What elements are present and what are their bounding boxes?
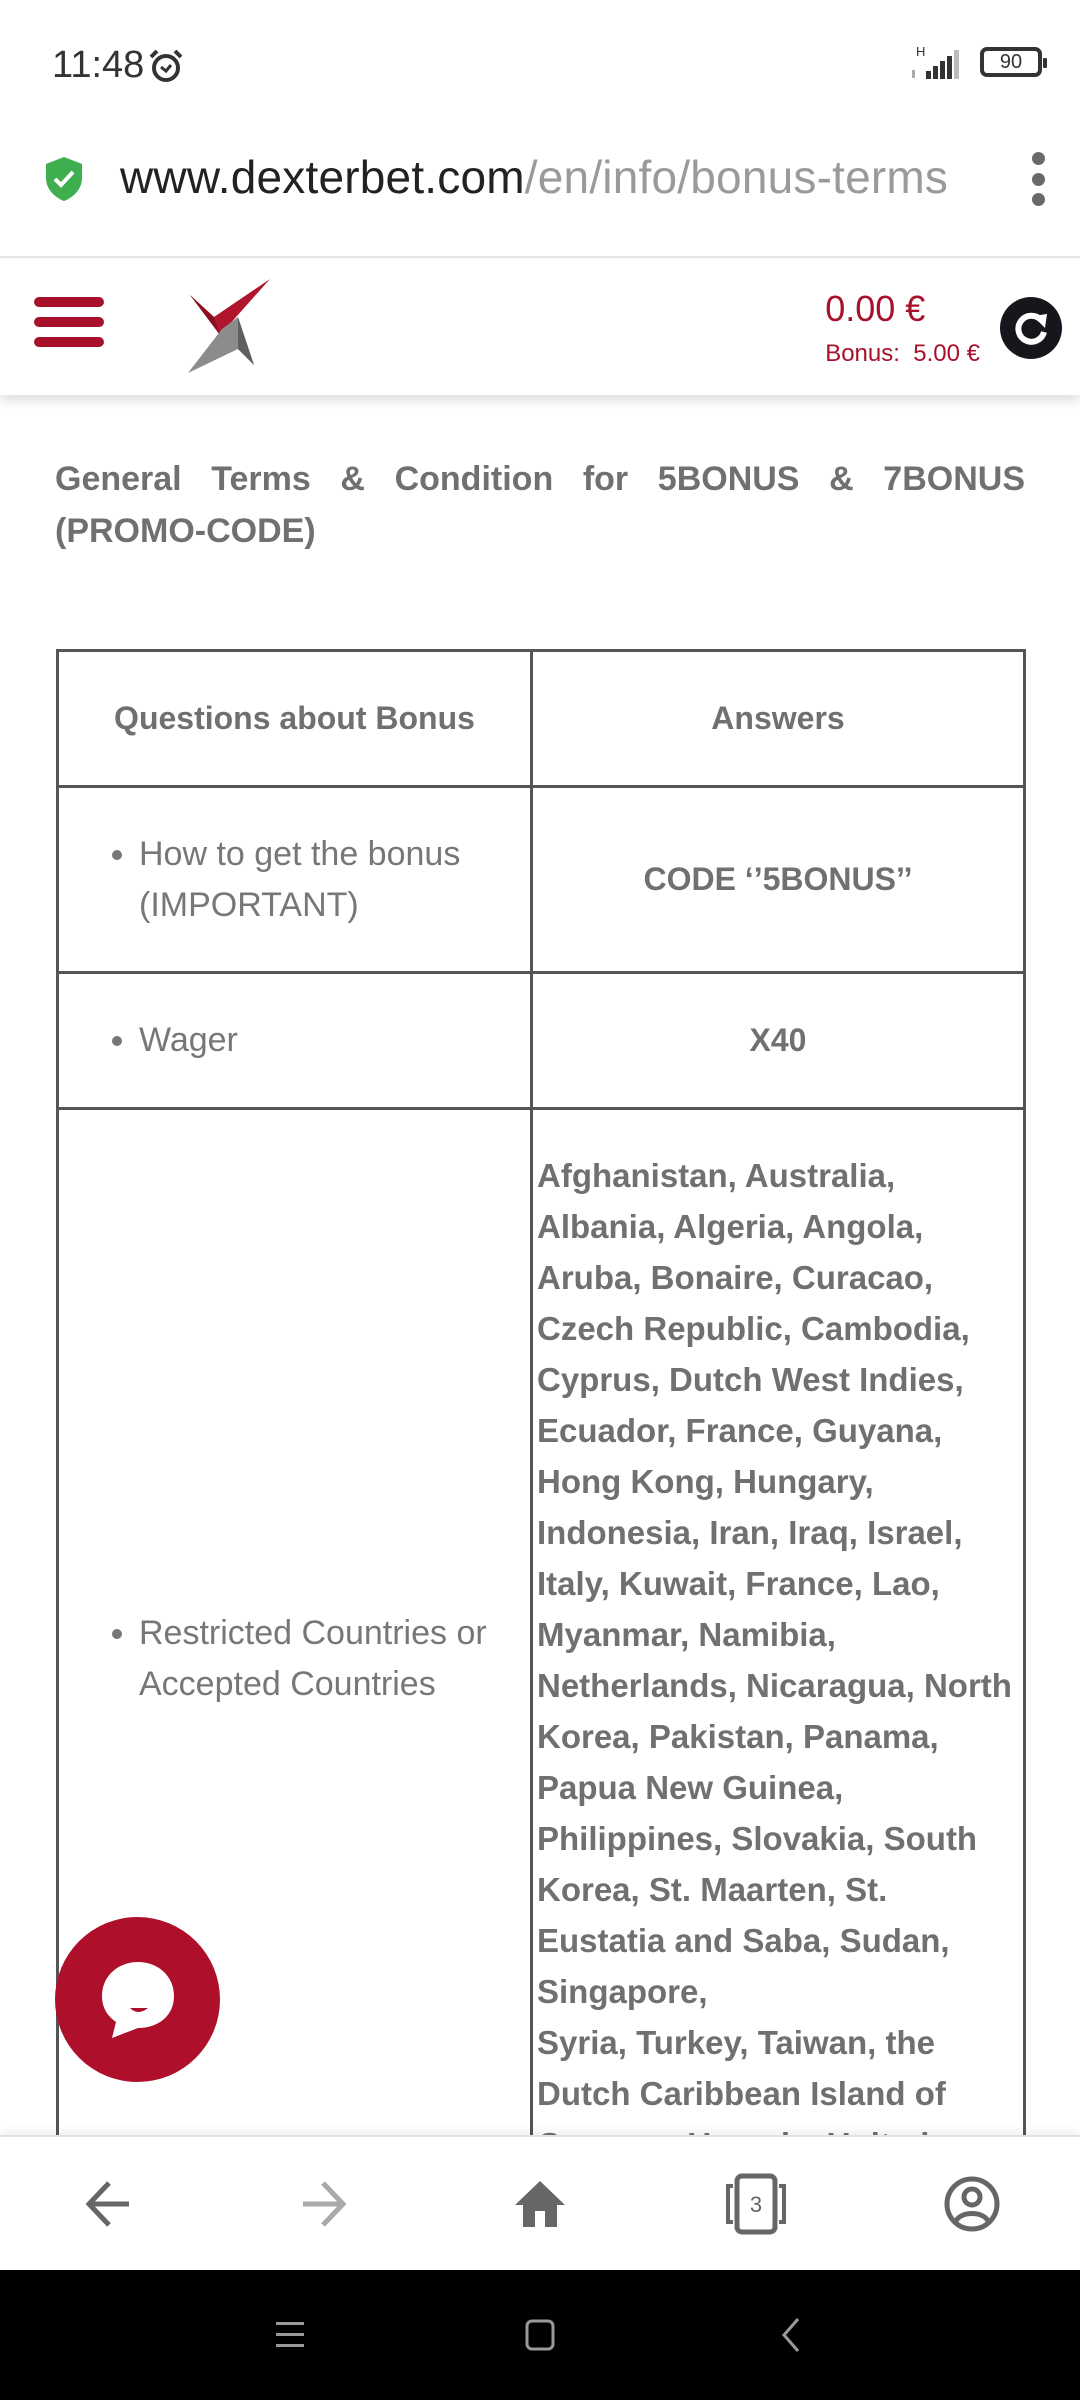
bonus-label: Bonus:	[825, 340, 900, 367]
refresh-balance-button[interactable]	[1000, 297, 1062, 359]
question-text: • Wager	[139, 1015, 530, 1066]
arrow-right-icon	[299, 2179, 349, 2229]
account-icon	[943, 2175, 1001, 2233]
countries-list-continued: Syria, Turkey, Taiwan, the Dutch Caribbean Island of	[537, 2024, 946, 2112]
menu-lines-icon	[274, 2320, 306, 2350]
forward-button[interactable]	[284, 2164, 364, 2244]
question-cell	[58, 973, 532, 1109]
home-button[interactable]	[500, 2164, 580, 2244]
account-balance[interactable]	[825, 288, 980, 368]
countries-answer-cell	[532, 1109, 1025, 2209]
question-text: • Restricted Countries or Accepted Countries	[139, 1608, 530, 1710]
system-home-button[interactable]	[515, 2310, 565, 2360]
status-bar	[0, 0, 1080, 130]
browser-url-bar	[0, 130, 1080, 258]
countries-list: Afghanistan, Australia, Albania, Algeria, Angola, Aruba, Bonaire, Curacao, Czech Republic, Cambodia, Cyprus, Dutch West Indies, Ecuador, France, Guyana, Hong Kong, Hungary, Indonesia, Iran, Iraq, Israel, Italy, Kuwait, France, Lao, Myanmar, Namibia, Netherlands, Nicaragua, North Korea, Pakistan, Panama, Papua New Guinea, Philippines, Slovakia, South Korea, St. Maarten, St. Eustatia and Saba, Sudan, Singapore,	[537, 1157, 1012, 2010]
profile-button[interactable]	[932, 2164, 1012, 2244]
answer-cell: X40	[532, 973, 1025, 1109]
table-row	[58, 973, 1025, 1109]
url-host: www.dexterbet.com	[120, 151, 525, 203]
chat-bubble-icon	[96, 1958, 180, 2042]
status-indicators	[908, 44, 1042, 80]
hamburger-menu-icon[interactable]	[34, 297, 104, 347]
battery-indicator	[980, 47, 1042, 77]
bonus-value: 5.00 €	[913, 340, 980, 367]
question-text: • How to get the bonus (IMPORTANT)	[139, 829, 530, 931]
square-icon	[524, 2318, 556, 2352]
tabs-button[interactable]	[716, 2164, 796, 2244]
url-path: /en/info/bonus-terms	[524, 151, 949, 203]
back-button[interactable]	[68, 2164, 148, 2244]
bonus-balance	[825, 340, 980, 368]
refresh-icon	[1011, 308, 1051, 348]
tab-count: 3	[749, 2191, 763, 2217]
column-header-questions: Questions about Bonus	[58, 651, 532, 787]
arrow-left-icon	[83, 2179, 133, 2229]
signal-icon	[908, 44, 964, 80]
browser-bottom-nav	[0, 2135, 1080, 2270]
tabs-icon	[723, 2174, 789, 2234]
balance-amount: 0.00 €	[825, 288, 926, 329]
dexterbet-logo[interactable]	[186, 277, 276, 373]
column-header-answers: Answers	[532, 651, 1025, 787]
table-header-row	[58, 651, 1025, 787]
chevron-left-icon	[778, 2317, 802, 2353]
site-header	[0, 260, 1080, 395]
section-title: General Terms & Condition for 5BONUS & 7BONUS (PROMO-CODE)	[55, 460, 1025, 550]
question-cell	[58, 787, 532, 973]
svg-text:H: H	[916, 44, 926, 59]
alarm-icon	[148, 48, 184, 84]
home-icon	[513, 2179, 567, 2229]
table-row	[58, 787, 1025, 973]
page-content	[0, 395, 1080, 2135]
system-nav-bar	[0, 2270, 1080, 2400]
recent-apps-button[interactable]	[265, 2310, 315, 2360]
more-options-icon[interactable]	[1026, 152, 1050, 206]
secure-shield-icon[interactable]	[44, 156, 84, 202]
status-time: 11:48	[52, 44, 145, 86]
answer-cell: CODE ‘’5BONUS’’	[532, 787, 1025, 973]
battery-level: 90	[999, 50, 1023, 73]
live-chat-button[interactable]	[55, 1917, 220, 2082]
url-field[interactable]	[120, 150, 960, 204]
system-back-button[interactable]	[765, 2310, 815, 2360]
